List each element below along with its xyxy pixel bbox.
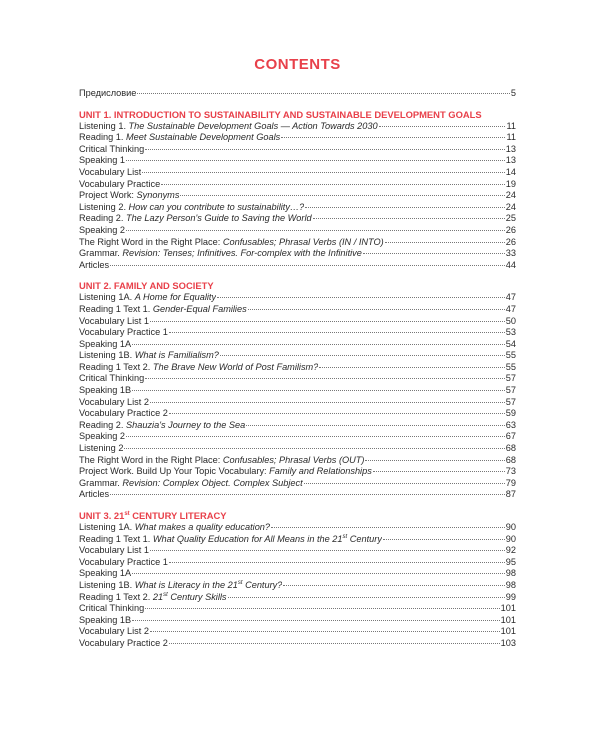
toc-entry[interactable] xyxy=(79,202,516,214)
toc-entry-prefix: Speaking 1 xyxy=(79,155,125,166)
dot-leader xyxy=(132,573,505,574)
toc-entry-prefix: Critical Thinking xyxy=(79,603,145,614)
dot-leader xyxy=(383,539,505,540)
toc-entry-title xyxy=(79,304,247,316)
toc-entry-page: 79 xyxy=(505,477,516,488)
toc-entry-page: 13 xyxy=(505,143,516,154)
toc-entry[interactable] xyxy=(79,190,516,202)
toc-entry-page: 57 xyxy=(505,396,516,407)
toc-entry-title xyxy=(79,237,384,249)
toc-entry[interactable] xyxy=(79,568,516,580)
dot-leader xyxy=(126,230,505,231)
toc-entry[interactable] xyxy=(79,350,516,362)
toc-entry-page: 24 xyxy=(505,190,516,201)
toc-entry-title xyxy=(79,350,219,362)
dot-leader xyxy=(220,355,505,356)
toc-entry-page: 101 xyxy=(500,626,516,637)
toc-entry-page: 101 xyxy=(500,603,516,614)
toc-entry-page: 63 xyxy=(505,419,516,430)
toc-entry[interactable] xyxy=(79,534,516,546)
dot-leader xyxy=(169,643,500,644)
units-container xyxy=(79,109,516,501)
toc-entry-page: 26 xyxy=(505,236,516,247)
toc-entry-italic: Shauzia's Journey to the Sea xyxy=(126,419,246,430)
toc-entry[interactable] xyxy=(79,557,516,569)
toc-entry-italic: Century? xyxy=(242,579,283,590)
dot-leader xyxy=(283,585,504,586)
toc-entry-italic: A Home for Equality xyxy=(134,292,217,303)
unit-heading-sup: st xyxy=(124,510,130,517)
toc-entry-italic: Confusables; Phrasal Verbs (OUT) xyxy=(222,454,365,465)
dot-leader xyxy=(363,253,505,254)
toc-entry-prefix: Reading 1. xyxy=(79,132,126,143)
dot-leader xyxy=(150,631,500,632)
toc-entry-prefix: Listening 1B. xyxy=(79,579,135,590)
dot-leader xyxy=(271,527,505,528)
toc-entry[interactable] xyxy=(79,144,516,156)
toc-entry-prefix: The Right Word in the Right Place: xyxy=(79,454,223,465)
dot-leader xyxy=(169,562,505,563)
toc-entry-page: 95 xyxy=(505,556,516,567)
toc-entry-title xyxy=(79,248,362,260)
toc-entry-title xyxy=(79,373,144,385)
toc-entry-prefix: Project Work: xyxy=(79,190,137,201)
toc-entry-italic: What Quality Education for All Means in the 21 xyxy=(152,533,343,544)
dot-leader xyxy=(169,413,505,414)
toc-entry-title xyxy=(79,292,216,304)
toc-entry[interactable] xyxy=(79,443,516,455)
toc-entry-prefix: Vocabulary List 1 xyxy=(79,545,149,556)
toc-entry-italic: The Brave New World of Post Familism? xyxy=(152,361,319,372)
toc-entry-prefix: Vocabulary List 1 xyxy=(79,315,149,326)
toc-entry-page: 14 xyxy=(505,166,516,177)
toc-entry-page: 54 xyxy=(505,338,516,349)
toc-entry-prefix: Listening 1. xyxy=(79,120,129,131)
toc-entry-title xyxy=(79,466,372,478)
toc-entry-italic: Century xyxy=(347,533,382,544)
toc-entry[interactable] xyxy=(79,478,516,490)
toc-entry-title xyxy=(79,489,109,501)
toc-entry-prefix: Reading 2. xyxy=(79,419,126,430)
toc-entry-prefix: Speaking 2 xyxy=(79,431,125,442)
toc-entry-page: 53 xyxy=(505,327,516,338)
unit-entries xyxy=(79,522,516,650)
toc-entry[interactable] xyxy=(79,603,516,615)
toc-entry[interactable] xyxy=(79,373,516,385)
toc-entry-title xyxy=(79,580,282,592)
toc-entry[interactable] xyxy=(79,466,516,478)
toc-entry[interactable] xyxy=(79,580,516,592)
page-title: CONTENTS xyxy=(254,56,341,73)
toc-entry-prefix: Vocabulary List 2 xyxy=(79,626,149,637)
toc-entry-page: 90 xyxy=(505,522,516,532)
toc-entry-prefix: Vocabulary List xyxy=(79,166,142,177)
toc-entry-prefix: Speaking 1B xyxy=(79,385,132,396)
toc-entry[interactable] xyxy=(79,522,516,534)
toc-entry-prefix: The Right Word in the Right Place: xyxy=(79,236,223,247)
toc-entry-page: 55 xyxy=(505,350,516,361)
toc-entry-title xyxy=(79,626,149,638)
toc-entry-prefix: Vocabulary Practice 1 xyxy=(79,556,168,567)
toc-entry-prefix: Speaking 1A xyxy=(79,568,132,579)
toc-entry-page: 98 xyxy=(505,579,516,590)
toc-entry-page: 103 xyxy=(500,637,516,648)
toc-entry-page: 50 xyxy=(505,315,516,326)
toc-entry-page: 57 xyxy=(505,373,516,384)
toc-entry[interactable] xyxy=(79,167,516,179)
toc-entry-prefix: Vocabulary Practice 2 xyxy=(79,637,168,648)
toc-entry-prefix: Speaking 1A xyxy=(79,338,132,349)
toc-entry-title xyxy=(79,213,312,225)
toc-entry-prefix: Vocabulary Practice 2 xyxy=(79,408,168,419)
dot-leader xyxy=(248,309,505,310)
dot-leader xyxy=(385,242,505,243)
dot-leader xyxy=(145,149,505,150)
toc-entry-page: 87 xyxy=(505,489,516,500)
toc-entry-page: 13 xyxy=(505,155,516,166)
toc-entry-prefix: Grammar. xyxy=(79,477,123,488)
toc-entry-title xyxy=(79,225,125,237)
toc-entry-page: 26 xyxy=(505,224,516,235)
toc-entry-title xyxy=(79,327,168,339)
toc-entry-title xyxy=(79,339,131,351)
toc-entry[interactable] xyxy=(79,626,516,638)
toc-entry-sup: st xyxy=(342,533,348,540)
toc-entry-prefix: Vocabulary List 2 xyxy=(79,396,149,407)
toc-entry[interactable] xyxy=(79,225,516,237)
toc-entry[interactable] xyxy=(79,237,516,249)
dot-leader xyxy=(180,195,504,196)
toc-entry[interactable] xyxy=(79,545,516,557)
toc-entry-page: 67 xyxy=(505,431,516,442)
toc-entry-prefix: Articles xyxy=(79,489,110,500)
toc-entry-title xyxy=(79,202,304,214)
toc-entry-page: 19 xyxy=(505,178,516,189)
toc-entry-page: 11 xyxy=(506,132,516,143)
toc-entry-italic: 21 xyxy=(152,591,164,602)
dot-leader xyxy=(110,494,505,495)
toc-entry-title xyxy=(79,260,109,272)
toc-entry-italic: Confusables; Phrasal Verbs (IN / INTO) xyxy=(222,236,384,247)
dot-leader xyxy=(228,597,505,598)
toc-entry-page: 99 xyxy=(505,591,516,602)
toc-entry-prefix: Vocabulary Practice xyxy=(79,178,161,189)
toc-entry-prefix: Reading 1 Text 1. xyxy=(79,303,153,314)
dot-leader xyxy=(110,265,505,266)
toc-entry-title xyxy=(79,420,245,432)
toc-entry-italic: Revision: Tenses; Infinitives. For-complex with the Infinitive xyxy=(122,248,362,259)
toc-entry-title xyxy=(79,155,125,167)
toc-entry-page: 90 xyxy=(505,533,516,544)
unit-heading-text: UNIT 3. 21 xyxy=(79,510,125,521)
toc-entry[interactable] xyxy=(79,455,516,467)
toc-entry-prefix: Critical Thinking xyxy=(79,373,145,384)
toc-entry-page: 33 xyxy=(505,248,516,259)
toc-entry-prefix: Grammar. xyxy=(79,248,123,259)
toc-entry-italic: What makes a quality education? xyxy=(134,522,271,532)
dot-leader xyxy=(126,436,505,437)
toc-entry-italic: What is Familialism? xyxy=(134,350,219,361)
toc-entry-prefix: Speaking 1B xyxy=(79,614,132,625)
dot-leader xyxy=(145,378,505,379)
toc-entry[interactable] xyxy=(79,615,516,627)
dot-leader xyxy=(246,425,505,426)
toc-entry-title xyxy=(79,615,131,627)
toc-entry-sup: st xyxy=(237,579,243,586)
toc-entry-title xyxy=(79,545,149,557)
dot-leader xyxy=(305,207,505,208)
dot-leader xyxy=(132,390,505,391)
dot-leader xyxy=(150,321,505,322)
toc-entry-prefix: Reading 1 Text 2. xyxy=(79,591,153,602)
toc-entry-title xyxy=(79,132,280,144)
toc-entry-italic: The Lazy Person's Guide to Saving the World xyxy=(126,213,312,224)
toc-entry-page: 68 xyxy=(505,454,516,465)
toc-entry-title xyxy=(79,568,131,580)
toc-entry-prefix: Listening 1A. xyxy=(79,292,135,303)
toc-entry[interactable] xyxy=(79,397,516,409)
toc-entry[interactable] xyxy=(79,339,516,351)
toc-entry-italic: What is Literacy in the 21 xyxy=(134,579,238,590)
toc-entry-prefix: Listening 2. xyxy=(79,201,129,212)
toc-entry-title xyxy=(79,408,168,420)
toc-entry[interactable] xyxy=(79,179,516,191)
dot-leader xyxy=(373,471,505,472)
dot-leader xyxy=(304,483,505,484)
toc-entry-page: 25 xyxy=(505,213,516,224)
toc-entry-page: 24 xyxy=(505,201,516,212)
toc-entry-prefix: Critical Thinking xyxy=(79,143,145,154)
toc-entry[interactable] xyxy=(79,327,516,339)
toc-entry-page: 101 xyxy=(500,614,516,625)
toc-entry-prefix: Speaking 2 xyxy=(79,224,125,235)
toc-entry-title xyxy=(79,455,364,467)
toc-entry-title xyxy=(79,316,149,328)
toc-entry-title xyxy=(79,362,318,374)
toc-entry-title xyxy=(79,522,270,534)
dot-leader xyxy=(379,126,506,127)
dot-leader xyxy=(365,460,504,461)
toc-entry-page: 55 xyxy=(505,361,516,372)
dot-leader xyxy=(161,184,505,185)
toc-entry[interactable] xyxy=(79,385,516,397)
toc-entry-prefix: Reading 2. xyxy=(79,213,126,224)
toc-entry[interactable] xyxy=(79,431,516,443)
toc-entry[interactable] xyxy=(79,420,516,432)
toc-entry-page: 73 xyxy=(505,466,516,477)
toc-entry-prefix: Articles xyxy=(79,259,110,270)
dot-leader xyxy=(142,172,504,173)
unit-heading-text: CENTURY LITERACY xyxy=(129,510,227,521)
toc-entry-page: 44 xyxy=(505,259,516,270)
toc-entry-title: Предисловие xyxy=(79,88,137,98)
unit-heading: UNIT 1. INTRODUCTION TO SUSTAINABILITY AND SUSTAINABLE DEVELOPMENT GOALS xyxy=(79,108,482,120)
toc-entry-prefix: Listening 1B. xyxy=(79,350,135,361)
toc-entry-title xyxy=(79,190,179,202)
toc-entry[interactable] xyxy=(79,362,516,374)
toc-entry-page: 47 xyxy=(505,292,516,303)
toc-entry-prefix: Listening 2 xyxy=(79,443,124,454)
toc-entry-sup: st xyxy=(163,591,168,598)
dot-leader xyxy=(132,344,505,345)
toc-entry-prefix: Listening 1A. xyxy=(79,522,135,532)
toc-entry-page: 11 xyxy=(506,120,516,131)
toc-entry[interactable] xyxy=(79,248,516,260)
toc-entry-italic: Family and Relationships xyxy=(269,466,372,477)
toc-entry-title xyxy=(79,397,149,409)
toc-entry-page: 57 xyxy=(505,385,516,396)
dot-leader xyxy=(217,297,505,298)
toc-entry-prefix: Reading 1 Text 2. xyxy=(79,361,153,372)
toc-entry[interactable] xyxy=(79,408,516,420)
toc-entry-prefix: Project Work. Build Up Your Topic Vocabulary: xyxy=(79,466,270,477)
dot-leader xyxy=(150,402,505,403)
toc-entry-title xyxy=(79,603,144,615)
dot-leader xyxy=(132,620,500,621)
dot-leader xyxy=(145,608,499,609)
toc-entry-prefix: Vocabulary Practice 1 xyxy=(79,327,168,338)
toc-entry-title xyxy=(79,179,160,191)
toc-entry-italic: Synonyms xyxy=(136,190,180,201)
toc-entry-page: 5 xyxy=(510,88,516,98)
dot-leader xyxy=(319,367,504,368)
toc-entry-page: 92 xyxy=(505,545,516,556)
toc-entry[interactable] xyxy=(79,260,516,272)
dot-leader xyxy=(313,218,505,219)
toc-entry-italic: Meet Sustainable Development Goals xyxy=(126,132,281,143)
toc-entry-title xyxy=(79,592,227,604)
toc-entry[interactable] xyxy=(79,155,516,167)
dot-leader xyxy=(281,137,505,138)
toc-entry-title xyxy=(79,443,123,455)
toc-entry-italic: The Sustainable Development Goals — Action Towards 2030 xyxy=(128,120,378,131)
dot-leader xyxy=(137,93,509,94)
toc-entry-title xyxy=(79,431,125,443)
toc-entry[interactable] xyxy=(79,592,516,604)
toc-entry-title xyxy=(79,167,141,179)
toc-entry-title xyxy=(79,638,168,650)
toc-entry-title xyxy=(79,385,131,397)
toc-entry-title xyxy=(79,144,144,156)
dot-leader xyxy=(150,550,505,551)
toc-entry-title xyxy=(79,121,378,133)
toc-entry[interactable] xyxy=(79,213,516,225)
toc-entry[interactable] xyxy=(79,292,516,304)
toc-entry-italic: Gender-Equal Families xyxy=(152,303,247,314)
toc-entry[interactable] xyxy=(79,638,516,650)
toc-entry-page: 59 xyxy=(505,408,516,419)
unit-heading: UNIT 2. FAMILY AND SOCIETY xyxy=(79,280,214,292)
toc-entry[interactable] xyxy=(79,316,516,328)
toc-entry-page: 68 xyxy=(505,443,516,454)
toc-entry-prefix: Reading 1 Text 1. xyxy=(79,533,153,544)
toc-entry[interactable] xyxy=(79,121,516,133)
unit-heading xyxy=(79,510,516,522)
toc-entry-page: 98 xyxy=(505,568,516,579)
toc-entry[interactable] xyxy=(79,304,516,316)
toc-entry[interactable] xyxy=(79,489,516,501)
toc-entry-italic: How can you contribute to sustainability…? xyxy=(128,201,305,212)
dot-leader xyxy=(124,448,504,449)
toc-entry-preface[interactable] xyxy=(79,88,516,100)
toc-entry-title xyxy=(79,534,382,546)
toc-entry-italic: Revision: Complex Object. Complex Subject xyxy=(122,477,303,488)
toc-entry-page: 47 xyxy=(505,303,516,314)
toc-entry-title xyxy=(79,478,303,490)
toc-entry-italic: Century Skills xyxy=(167,591,227,602)
toc-entry-title xyxy=(79,557,168,569)
dot-leader xyxy=(126,160,505,161)
dot-leader xyxy=(169,332,505,333)
toc-entry[interactable] xyxy=(79,132,516,144)
